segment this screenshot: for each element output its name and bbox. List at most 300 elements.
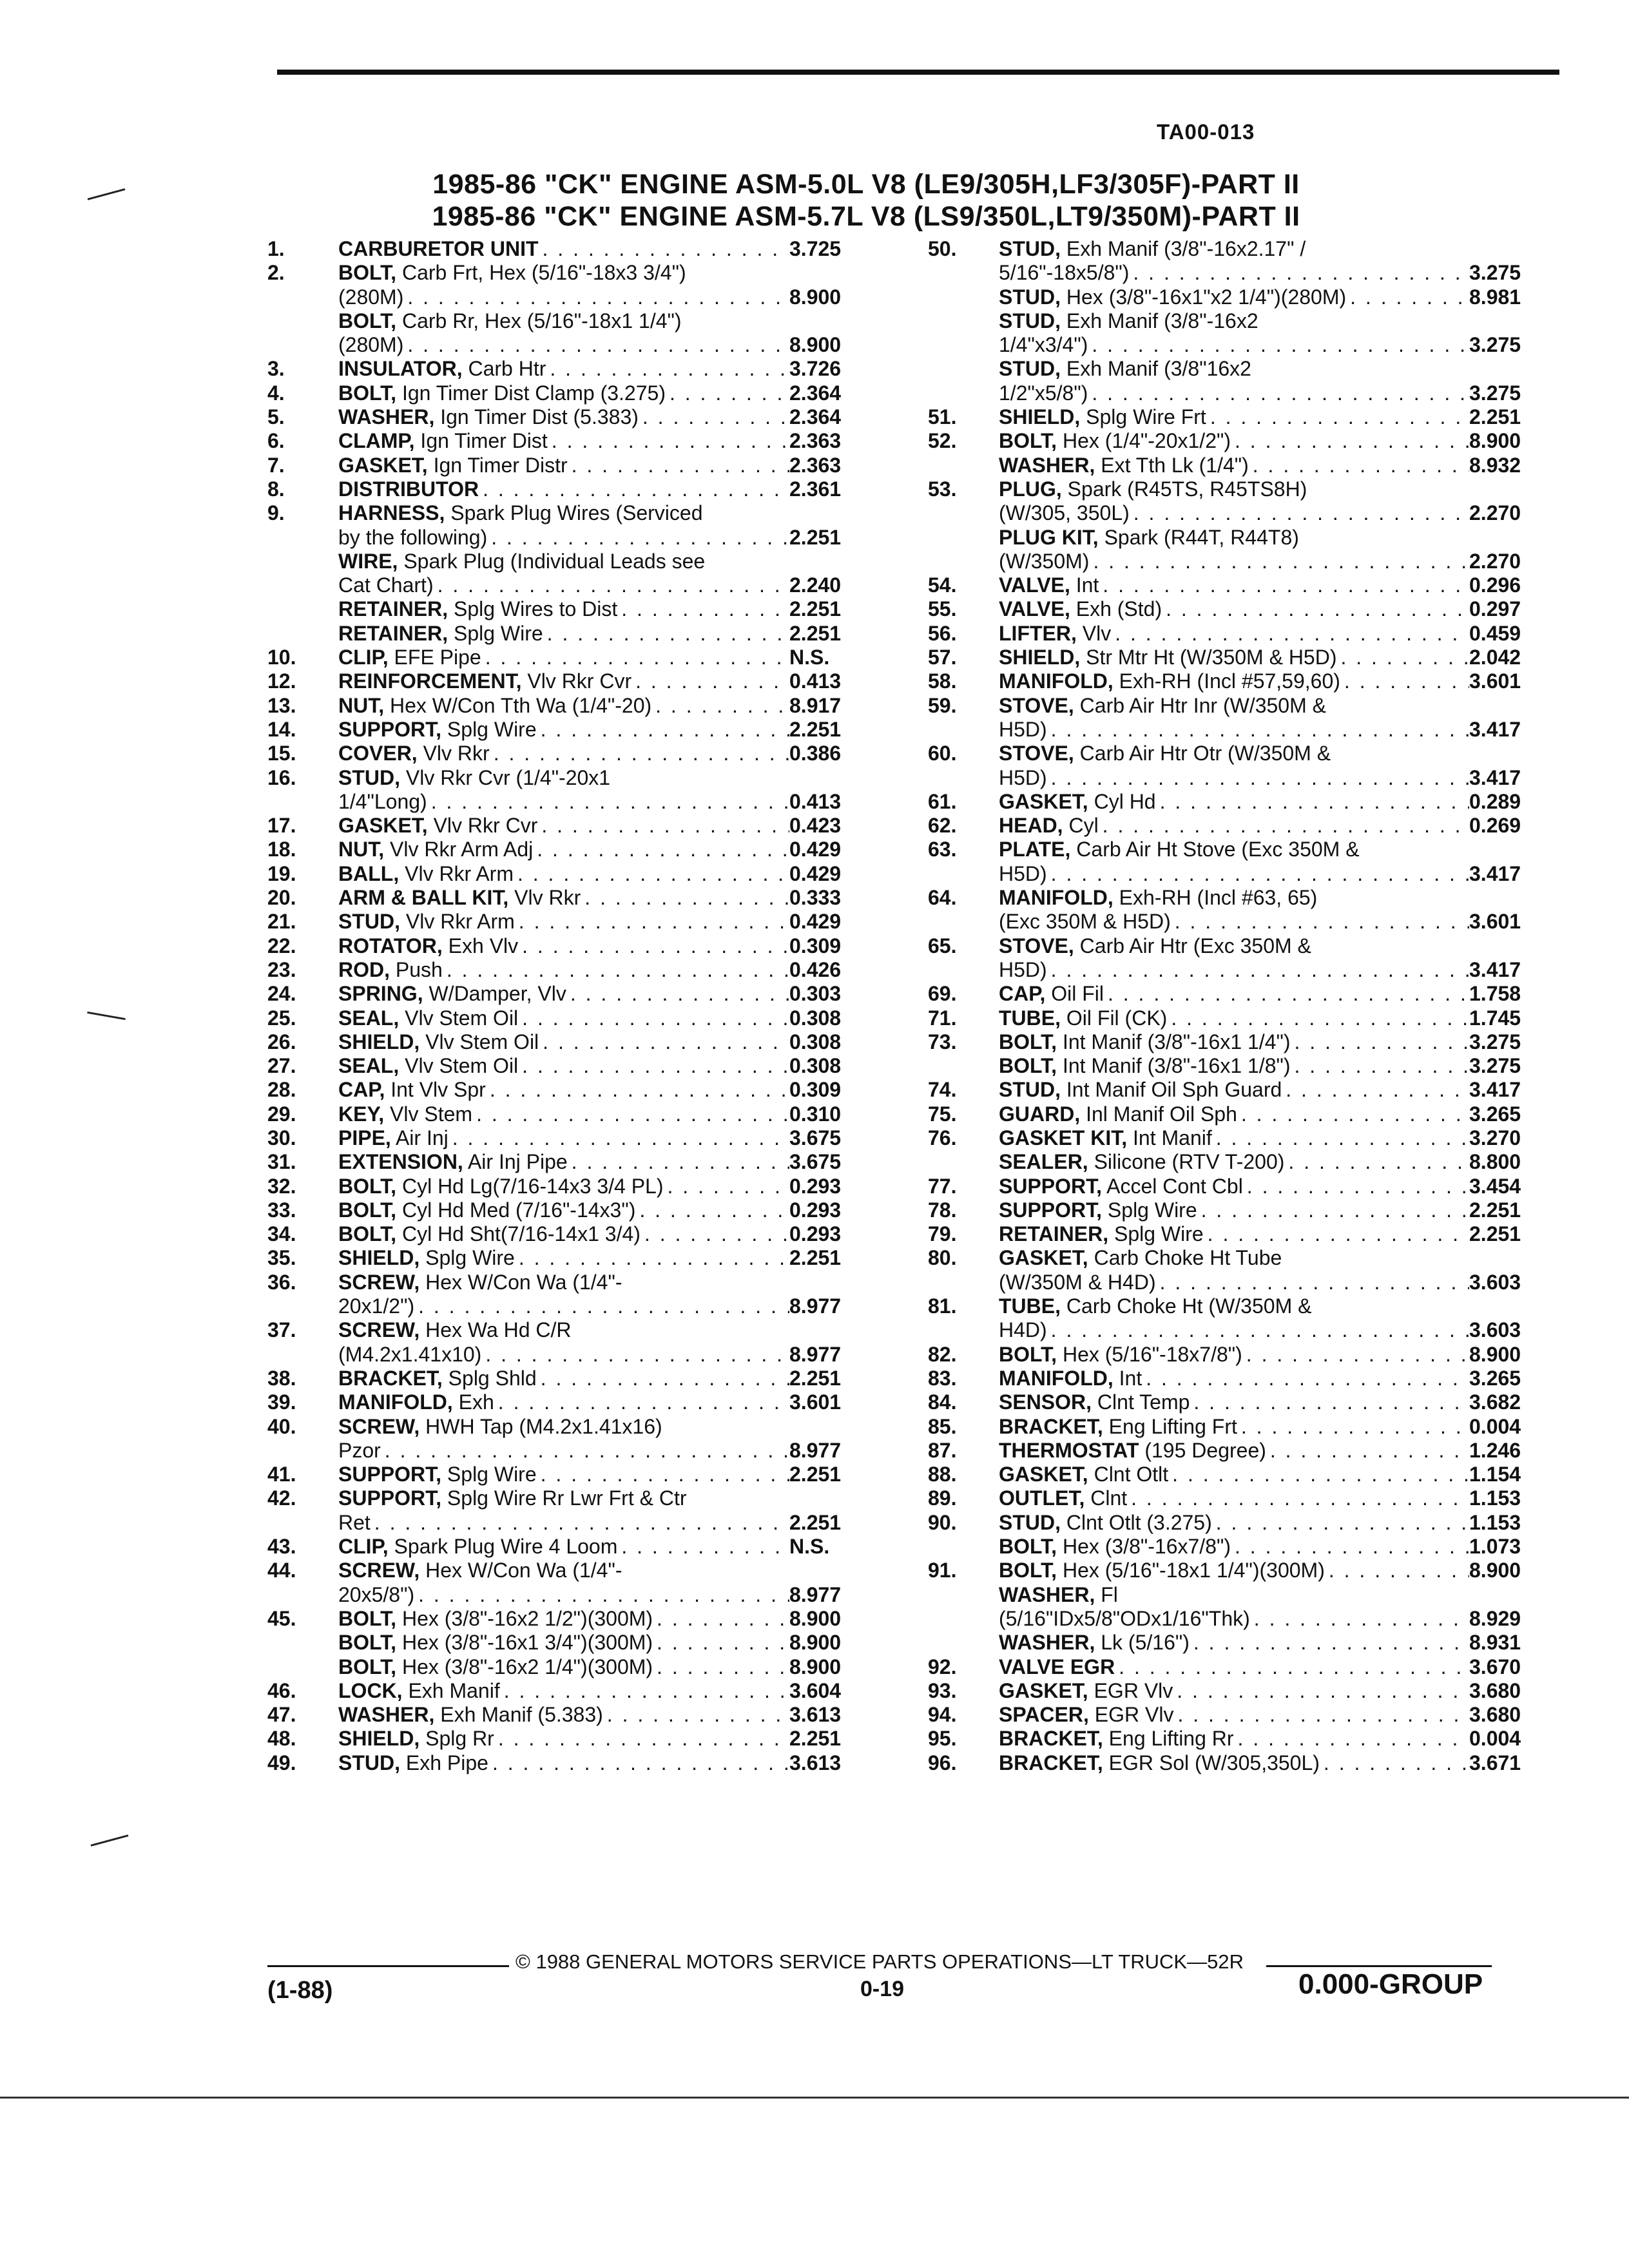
dot-leader <box>1212 1511 1469 1535</box>
item-detail: Inl Manif Oil Sph <box>1080 1102 1237 1126</box>
item-detail: (M4.2x1.41x10) <box>338 1342 482 1366</box>
footer-rule-right <box>1266 1965 1492 1967</box>
parts-list-line <box>928 1390 1547 1414</box>
parts-list-left-column <box>267 237 873 1775</box>
group-number: 8.900 <box>1469 1559 1521 1582</box>
group-number: 2.251 <box>789 1246 842 1270</box>
item-number: 49. <box>267 1751 296 1774</box>
parts-list-line <box>267 646 873 669</box>
item-description <box>338 718 537 742</box>
dot-leader <box>403 285 789 309</box>
dot-leader <box>434 573 789 597</box>
item-description <box>338 333 403 357</box>
item-description <box>999 766 1047 790</box>
parts-list-line <box>928 1679 1547 1703</box>
item-description <box>338 1415 662 1439</box>
parts-list-line <box>928 1607 1547 1631</box>
dot-leader <box>1156 1271 1469 1294</box>
item-number: 40. <box>267 1414 296 1438</box>
item-name: SCREW, <box>338 1270 420 1294</box>
parts-list-item <box>928 477 1547 573</box>
item-description <box>338 1727 494 1751</box>
parts-list-item <box>928 1727 1547 1751</box>
dot-leader <box>1130 501 1469 525</box>
dot-leader <box>488 1751 789 1775</box>
item-detail: Hex W/Con Tth Wa (1/4"-20) <box>384 693 652 717</box>
item-detail: Vlv Rkr Cvr <box>521 669 632 693</box>
item-description <box>999 357 1251 381</box>
item-description <box>338 573 434 597</box>
item-description <box>999 1631 1190 1655</box>
page-title-line-1: 1985-86 "CK" ENGINE ASM-5.0L V8 (LE9/305H,LF3/305F)-PART II <box>432 169 1300 200</box>
parts-list-item <box>267 1150 873 1174</box>
item-description <box>338 1054 518 1078</box>
item-detail: H4D) <box>999 1318 1047 1342</box>
parts-list-line <box>267 1607 873 1631</box>
item-description <box>999 573 1099 597</box>
item-name: BOLT, <box>338 1222 397 1246</box>
item-name: BRACKET, <box>999 1414 1103 1438</box>
item-description <box>338 838 533 861</box>
item-name: ROTATOR, <box>338 934 443 957</box>
item-detail: Oil Fil (CK) <box>1061 1006 1168 1030</box>
parts-list-item <box>928 790 1547 814</box>
group-number: 0.429 <box>789 838 842 861</box>
parts-list-item <box>267 1246 873 1270</box>
parts-list-item <box>267 1415 873 1463</box>
parts-list-item <box>928 1175 1547 1198</box>
parts-list-item <box>928 934 1547 983</box>
parts-list-line <box>928 1318 1547 1342</box>
dot-leader <box>1237 1102 1469 1126</box>
dot-leader <box>1284 1150 1469 1174</box>
parts-list-line <box>267 405 873 429</box>
item-detail: Exh (Std) <box>1070 597 1162 621</box>
page-title-line-2: 1985-86 "CK" ENGINE ASM-5.7L V8 (LS9/350L,LT9/350M)-PART II <box>432 201 1300 232</box>
parts-list-item <box>928 1463 1547 1486</box>
item-description <box>338 742 490 765</box>
group-number: 1.153 <box>1469 1510 1521 1534</box>
item-name: GASKET, <box>999 789 1088 813</box>
item-name: STUD, <box>999 1510 1061 1534</box>
parts-list-item <box>267 1030 873 1054</box>
parts-list-item <box>928 1751 1547 1775</box>
parts-list-line <box>267 1751 873 1775</box>
dot-leader <box>568 454 789 477</box>
copyright-notice: © 1988 GENERAL MOTORS SERVICE PARTS OPERATIONS—LT TRUCK—52R <box>516 1950 1244 1973</box>
parts-list-line <box>267 886 873 910</box>
item-description <box>999 1175 1243 1198</box>
parts-list-line <box>928 1439 1547 1463</box>
item-name: STOVE, <box>999 693 1074 717</box>
group-number: 3.603 <box>1469 1318 1521 1342</box>
item-name: MANIFOLD, <box>999 669 1113 693</box>
item-name: SCREW, <box>338 1414 420 1438</box>
dot-leader <box>1088 333 1469 357</box>
parts-list-line <box>928 1246 1547 1270</box>
parts-list-line <box>267 790 873 814</box>
item-description <box>999 862 1047 886</box>
item-number: 85. <box>928 1414 957 1438</box>
item-detail: Air Inj <box>390 1126 448 1149</box>
parts-list-item <box>928 1439 1547 1463</box>
parts-list-line <box>928 1271 1547 1294</box>
item-name: BOLT, <box>338 381 397 405</box>
parts-list-line <box>267 550 873 573</box>
parts-list-item <box>267 718 873 742</box>
parts-list-line <box>928 766 1547 790</box>
item-name: SPACER, <box>999 1703 1089 1727</box>
group-number: 0.296 <box>1469 573 1521 597</box>
dot-leader <box>543 622 789 646</box>
item-detail: Ext Tth Lk (1/4") <box>1095 453 1249 477</box>
group-number: 3.275 <box>1469 261 1521 285</box>
item-number: 26. <box>267 1030 296 1053</box>
parts-list-item <box>267 1727 873 1751</box>
item-name: BOLT, <box>999 1030 1057 1053</box>
item-name: SCREW, <box>338 1559 420 1582</box>
item-name: SUPPORT, <box>338 717 442 741</box>
item-detail: (280M) <box>338 333 404 357</box>
item-detail: Cyl Hd <box>1088 789 1156 813</box>
parts-list-line <box>267 1631 873 1655</box>
parts-list-item <box>928 1511 1547 1559</box>
item-detail: Carb Rr, Hex (5/16"-18x1 1/4") <box>396 309 682 332</box>
dot-leader <box>494 1727 789 1751</box>
item-description <box>338 1318 572 1342</box>
item-detail: Splg Wire Rr Lwr Frt & Ctr <box>441 1486 687 1510</box>
parts-list-line <box>267 1390 873 1414</box>
dot-leader <box>481 646 789 669</box>
parts-list-item <box>928 1415 1547 1439</box>
parts-list-line <box>267 1343 873 1367</box>
parts-list-line <box>928 982 1547 1006</box>
parts-list-line <box>267 669 873 693</box>
parts-list-item <box>267 1535 873 1559</box>
dot-leader <box>1237 1415 1469 1439</box>
item-detail: Exh Manif (3/8"-16x2 <box>1061 309 1258 332</box>
item-detail: Vlv Rkr Arm <box>399 861 514 885</box>
item-detail: EFE Pipe <box>388 646 481 669</box>
item-name: RETAINER, <box>338 621 448 645</box>
group-number: 3.601 <box>1469 910 1521 934</box>
parts-list-item <box>267 669 873 693</box>
group-number: 2.251 <box>789 717 842 741</box>
dot-leader <box>515 1246 789 1270</box>
item-description <box>338 669 631 693</box>
item-number: 78. <box>928 1198 957 1222</box>
item-number: 37. <box>267 1318 296 1342</box>
group-number: 3.613 <box>789 1703 842 1727</box>
dot-leader <box>1320 1751 1469 1775</box>
item-detail: Splg Wires to Dist <box>448 597 618 621</box>
item-description <box>338 1246 515 1270</box>
item-description <box>999 1703 1173 1727</box>
group-number: 0.413 <box>789 669 842 693</box>
item-detail: 1/4"Long) <box>338 789 427 813</box>
item-detail: Spark (R44T, R44T8) <box>1098 525 1299 549</box>
item-detail: Vlv Rkr Cvr <box>427 814 538 838</box>
item-name: WASHER, <box>338 405 435 429</box>
item-detail: Vlv <box>1076 621 1112 645</box>
item-description <box>999 694 1326 718</box>
group-number: 0.309 <box>789 934 842 957</box>
item-description <box>999 1559 1325 1582</box>
parts-list-line <box>928 1463 1547 1486</box>
dot-leader <box>1111 622 1469 646</box>
bottom-rule <box>0 2097 1629 2099</box>
item-name: STUD, <box>999 309 1061 332</box>
dot-leader <box>537 718 789 742</box>
dot-leader <box>539 1030 789 1054</box>
parts-list-item <box>267 1367 873 1390</box>
item-description <box>999 1390 1190 1414</box>
group-number: 0.333 <box>789 886 842 910</box>
parts-list-item <box>267 886 873 910</box>
item-detail: Ign Timer Dist <box>414 429 548 453</box>
item-detail: Splg Wire <box>448 621 543 645</box>
item-name: SPRING, <box>338 982 423 1006</box>
item-number: 17. <box>267 814 296 838</box>
parts-list-line <box>267 742 873 765</box>
item-name: BRACKET, <box>338 1366 443 1390</box>
item-name: CLIP, <box>338 646 389 669</box>
dot-leader <box>568 1150 789 1174</box>
group-number: 0.429 <box>789 910 842 934</box>
item-name: SCREW, <box>338 1318 420 1342</box>
parts-list-item <box>267 646 873 669</box>
item-name: NUT, <box>338 693 385 717</box>
item-detail: Clnt Temp <box>1092 1390 1190 1414</box>
group-number: 0.289 <box>1469 789 1521 813</box>
parts-list-item <box>928 573 1547 597</box>
parts-list-line <box>267 1126 873 1150</box>
group-number: 3.682 <box>1469 1390 1521 1414</box>
item-description <box>338 1126 448 1150</box>
item-number: 22. <box>267 934 296 957</box>
item-description <box>999 1318 1047 1342</box>
item-detail: Air Inj Pipe <box>463 1150 568 1174</box>
item-detail: H5D) <box>999 957 1047 981</box>
item-name: RETAINER, <box>338 597 448 621</box>
item-description <box>338 550 705 573</box>
item-name: ROD, <box>338 957 390 981</box>
parts-list-item <box>928 622 1547 646</box>
item-number: 93. <box>928 1678 957 1702</box>
item-detail: Int Manif <box>1127 1126 1212 1149</box>
item-number: 7. <box>267 453 285 477</box>
parts-list-item <box>267 934 873 958</box>
item-detail: Int Manif Oil Sph Guard <box>1061 1078 1282 1102</box>
item-detail: Carb Air Htr Inr (W/350M & <box>1074 693 1326 717</box>
group-number: 0.426 <box>789 957 842 981</box>
parts-list-line <box>267 1078 873 1102</box>
item-detail: Vlv Stem Oil <box>419 1030 539 1053</box>
parts-list-item <box>267 454 873 477</box>
item-description <box>338 1631 653 1655</box>
item-name: STOVE, <box>999 742 1074 765</box>
group-number: 0.004 <box>1469 1414 1521 1438</box>
parts-list-line <box>928 333 1547 357</box>
item-detail: Ign Timer Dist Clamp (3.275) <box>396 381 666 405</box>
dot-leader <box>539 237 789 261</box>
item-name: CARBURETOR UNIT <box>338 237 539 260</box>
parts-list-line <box>928 1511 1547 1535</box>
item-number: 96. <box>928 1751 957 1774</box>
parts-list-item <box>267 1078 873 1102</box>
parts-list-item <box>928 669 1547 693</box>
parts-list-line <box>267 1655 873 1679</box>
item-detail: Str Mtr Ht (W/350M & H5D) <box>1080 646 1337 669</box>
group-number: 2.042 <box>1469 646 1521 669</box>
item-name: BRACKET, <box>999 1751 1103 1774</box>
item-description <box>999 237 1306 261</box>
group-number: 3.417 <box>1469 957 1521 981</box>
item-description <box>338 381 666 405</box>
dot-leader <box>1173 1703 1469 1727</box>
item-description <box>999 550 1089 573</box>
footer-rule-left <box>267 1965 509 1967</box>
item-description <box>338 1222 641 1246</box>
parts-list-item <box>267 1006 873 1030</box>
group-number: N.S. <box>789 1535 830 1559</box>
item-description <box>338 622 543 646</box>
parts-list-line <box>267 1102 873 1126</box>
group-number: 0.004 <box>1469 1727 1521 1751</box>
dot-leader <box>1282 1078 1469 1102</box>
dot-leader <box>1291 1054 1470 1078</box>
item-detail: Hex Wa Hd C/R <box>419 1318 572 1342</box>
dot-leader <box>617 597 789 621</box>
parts-list-item <box>267 1054 873 1078</box>
dot-leader <box>666 381 789 405</box>
parts-list-item <box>928 1343 1547 1367</box>
item-detail: Cyl Hd Sht(7/16-14x1 3/4) <box>396 1222 641 1246</box>
item-description <box>338 1486 687 1510</box>
item-detail: Silicone (RTV T-200) <box>1088 1150 1285 1174</box>
dot-leader <box>617 1535 789 1559</box>
item-description <box>999 1150 1284 1174</box>
item-number: 24. <box>267 982 296 1006</box>
item-description <box>999 886 1317 910</box>
item-number: 90. <box>928 1510 957 1534</box>
parts-list-line <box>928 573 1547 597</box>
parts-list-item <box>267 766 873 814</box>
group-number: 2.251 <box>789 525 842 549</box>
item-description <box>999 381 1088 405</box>
item-number: 20. <box>267 886 296 910</box>
item-name: BOLT, <box>999 1535 1057 1559</box>
item-name: SEAL, <box>338 1006 400 1030</box>
dot-leader <box>1346 285 1469 309</box>
dot-leader <box>548 429 789 453</box>
item-detail: Exh Manif (3/8"-16x2.17" / <box>1061 237 1306 260</box>
parts-list-line <box>928 838 1547 861</box>
parts-list-line <box>267 622 873 646</box>
group-number: 8.977 <box>789 1438 842 1462</box>
item-description <box>338 357 546 381</box>
dot-leader <box>1104 982 1469 1006</box>
parts-list-line <box>928 910 1547 934</box>
group-number: 8.800 <box>1469 1150 1521 1174</box>
parts-list-item <box>267 1751 873 1775</box>
item-number: 60. <box>928 742 957 765</box>
parts-list-line <box>267 1535 873 1559</box>
dot-leader <box>603 1703 789 1727</box>
parts-list-item <box>928 1679 1547 1703</box>
dot-leader <box>1047 766 1469 790</box>
dot-leader <box>403 333 789 357</box>
top-rule <box>277 70 1559 75</box>
parts-list-item <box>928 1246 1547 1294</box>
item-description <box>999 405 1206 429</box>
item-detail: Exh Pipe <box>400 1751 488 1774</box>
parts-list-line <box>267 285 873 309</box>
item-number: 74. <box>928 1078 957 1102</box>
group-number: 0.297 <box>1469 597 1521 621</box>
parts-list-line <box>267 1198 873 1222</box>
item-detail: Spark (R45TS, R45TS8H) <box>1061 477 1307 501</box>
parts-list-item <box>928 1703 1547 1727</box>
item-description <box>999 718 1047 742</box>
item-number: 56. <box>928 621 957 645</box>
item-description <box>999 1751 1320 1775</box>
item-number: 33. <box>267 1198 296 1222</box>
item-detail: Int <box>1070 573 1099 597</box>
item-description <box>338 1030 539 1054</box>
item-detail: Cyl Hd Lg(7/16-14x3 3/4 PL) <box>396 1174 664 1198</box>
item-name: STUD, <box>338 1751 400 1774</box>
parts-list-line <box>267 261 873 285</box>
item-name: LOCK, <box>338 1678 403 1702</box>
parts-list-line <box>928 1486 1547 1510</box>
dot-leader <box>1173 1679 1469 1703</box>
item-detail: Carb Air Htr Otr (W/350M & <box>1074 742 1331 765</box>
group-number: 8.900 <box>789 1655 842 1678</box>
item-description <box>338 1367 537 1390</box>
item-name: BOLT, <box>999 1054 1057 1078</box>
dot-leader <box>1249 454 1469 477</box>
item-description <box>999 1367 1142 1390</box>
item-number: 69. <box>928 982 957 1006</box>
item-number: 14. <box>267 717 296 741</box>
dot-leader <box>1168 1463 1469 1486</box>
item-number: 88. <box>928 1463 957 1486</box>
item-number: 39. <box>267 1390 296 1414</box>
dot-leader <box>1047 862 1469 886</box>
item-name: BOLT, <box>338 1198 397 1222</box>
parts-list-line <box>267 526 873 550</box>
group-number: 8.977 <box>789 1342 842 1366</box>
item-detail: Vlv Stem <box>384 1102 473 1126</box>
item-detail: 5/16"-18x5/8") <box>999 261 1130 285</box>
item-number: 84. <box>928 1390 957 1414</box>
group-number: 2.363 <box>789 429 842 453</box>
item-number: 9. <box>267 501 285 525</box>
item-detail: (W/350M & H4D) <box>999 1270 1156 1294</box>
group-number: 2.251 <box>789 1463 842 1486</box>
item-description <box>338 405 639 429</box>
group-number: 0.293 <box>789 1174 842 1198</box>
parts-list-line <box>928 597 1547 621</box>
item-number: 89. <box>928 1486 957 1510</box>
parts-list-line <box>267 1727 873 1751</box>
item-description <box>999 1511 1212 1535</box>
item-name: SHIELD, <box>338 1030 420 1053</box>
item-name: STUD, <box>999 237 1061 260</box>
item-number: 38. <box>267 1366 296 1390</box>
parts-list-item <box>928 1559 1547 1655</box>
